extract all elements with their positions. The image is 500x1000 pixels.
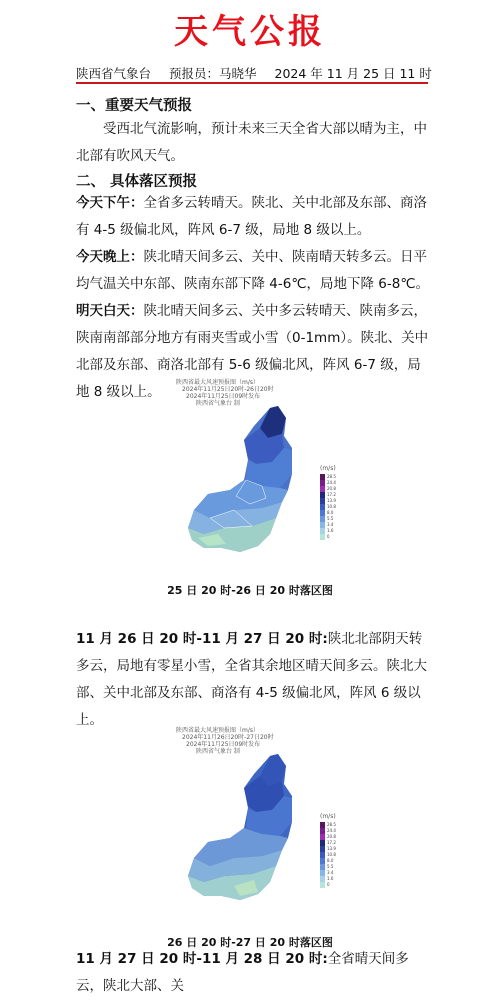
legend-swatch — [320, 840, 325, 846]
legend-swatch — [320, 474, 325, 480]
legend-tick: 10.8 — [327, 852, 336, 857]
label-tomorrow: 明天白天： — [76, 303, 144, 319]
forecast-today-afternoon — [76, 190, 432, 244]
wind-map-1 — [174, 378, 334, 567]
map2-title: 陕西省最大风速预报图（m/s） — [176, 727, 259, 734]
map1-maker: 陕西省气象台 制 — [196, 400, 240, 407]
legend-swatch — [320, 858, 325, 864]
forecast-nov27 — [76, 946, 432, 1000]
legend-tick: 20.8 — [327, 834, 336, 839]
map1-issued: 2024年11月25日09时发布 — [186, 393, 261, 400]
legend-tick: 3.4 — [327, 870, 334, 875]
legend-swatch — [320, 534, 325, 540]
map1-caption: 25 日 20 时-26 日 20 时落区图 — [167, 584, 333, 597]
legend-unit-2: (m/s) — [320, 813, 336, 820]
map2-maker: 陕西省气象台 制 — [196, 748, 240, 755]
legend-swatch — [320, 480, 325, 486]
legend-tick: 0 — [327, 534, 330, 539]
legend-tick: 1.6 — [327, 528, 334, 533]
label-tonight: 今天晚上： — [76, 249, 144, 265]
label-nov27: 11 月 27 日 20 时-11 月 28 日 20 时: — [76, 951, 328, 967]
text-tonight: 陕北晴天间多云、关中、陕南晴天转多云。日平均气温关中东部、陕南东部下降 4-6℃，局地下降 6-8℃。 — [76, 249, 430, 292]
legend-tick: 0 — [327, 882, 330, 887]
wind-map-2 — [174, 726, 334, 915]
legend-swatch — [320, 486, 325, 492]
issue-datetime: 2024 年 11 月 25 日 11 时 — [274, 66, 432, 81]
legend-swatch — [320, 492, 325, 498]
legend-tick: 24.4 — [327, 480, 336, 485]
forecaster: 预报员：马晓华 — [169, 66, 257, 81]
legend-tick: 28.5 — [327, 822, 336, 827]
label-today-afternoon: 今天下午： — [76, 195, 144, 211]
legend-swatch — [320, 846, 325, 852]
legend-swatch — [320, 852, 325, 858]
section2-heading: 二、 具体落区预报 — [76, 174, 198, 190]
section1-text: 受西北气流影响，预计未来三天全省大部以晴为主，中北部有吹风天气。 — [76, 121, 427, 164]
bulletin-title: 天气公报 — [174, 12, 326, 52]
legend-tick: 13.9 — [327, 846, 336, 851]
text-tomorrow: 陕北晴天间多云、关中多云转晴天、陕南多云，陕南南部部分地方有雨夹雪或小雪（0-1mm）。陕北、关中北部及东部、商洛北部有 5-6 级偏北风，阵风 6-7 级，局地 8 级以上。 — [76, 303, 429, 400]
legend-swatch — [320, 516, 325, 522]
legend-swatch — [320, 876, 325, 882]
forecast-tonight — [76, 244, 432, 298]
legend-tick: 8.0 — [327, 858, 334, 863]
legend-swatch — [320, 828, 325, 834]
text-nov26: 陕北北部阴天转多云，局地有零星小雪，全省其余地区晴天间多云。陕北大部、关中北部及东部、商洛有 4-5 级偏北风，阵风 6 级以上。 — [76, 631, 427, 728]
legend-swatch — [320, 498, 325, 504]
bulletin-header — [76, 64, 432, 84]
legend-tick: 1.6 — [327, 876, 334, 881]
map1-period: 2024年11月25日20时-26日20时 — [182, 386, 274, 393]
legend-tick: 3.4 — [327, 522, 334, 527]
forecast-nov26 — [76, 626, 432, 734]
map2-issued: 2024年11月25日09时发布 — [186, 741, 261, 748]
text-today-afternoon: 全省多云转晴天。陕北、关中北部及东部、商洛有 4-5 级偏北风，阵风 6-7 级，局地 8 级以上。 — [76, 195, 427, 238]
label-nov26: 11 月 26 日 20 时-11 月 27 日 20 时: — [76, 631, 328, 647]
legend-swatch — [320, 834, 325, 840]
legend-tick: 28.5 — [327, 474, 336, 479]
legend-tick: 8.0 — [327, 510, 334, 515]
legend-2 — [320, 813, 336, 888]
legend-swatch — [320, 864, 325, 870]
legend-swatch — [320, 528, 325, 534]
agency-name: 陕西省气象台 — [76, 66, 152, 81]
legend-swatch — [320, 882, 325, 888]
map2-caption: 26 日 20 时-27 日 20 时落区图 — [167, 936, 333, 949]
legend-tick: 5.5 — [327, 516, 334, 521]
legend-swatch — [320, 510, 325, 516]
legend-tick: 20.8 — [327, 486, 336, 491]
legend-tick: 13.9 — [327, 498, 336, 503]
legend-swatch — [320, 522, 325, 528]
legend-1 — [320, 465, 336, 540]
legend-tick: 5.5 — [327, 864, 334, 869]
legend-unit: (m/s) — [320, 465, 336, 472]
legend-swatch — [320, 504, 325, 510]
legend-tick: 17.2 — [327, 840, 336, 845]
legend-tick: 17.2 — [327, 492, 336, 497]
shaanxi-map-1 — [188, 406, 292, 552]
map1-title: 陕西省最大风速预报图（m/s） — [176, 379, 259, 386]
legend-tick: 24.4 — [327, 828, 336, 833]
legend-swatch — [320, 822, 325, 828]
map2-period: 2024年11月26日20时-27日20时 — [182, 734, 274, 741]
text-nov27: 全省晴天间多云，陕北大部、关 — [76, 951, 409, 994]
legend-tick: 10.8 — [327, 504, 336, 509]
section1-heading: 一、重要天气预报 — [76, 98, 192, 114]
shaanxi-map-2 — [188, 754, 292, 900]
legend-swatch — [320, 870, 325, 876]
